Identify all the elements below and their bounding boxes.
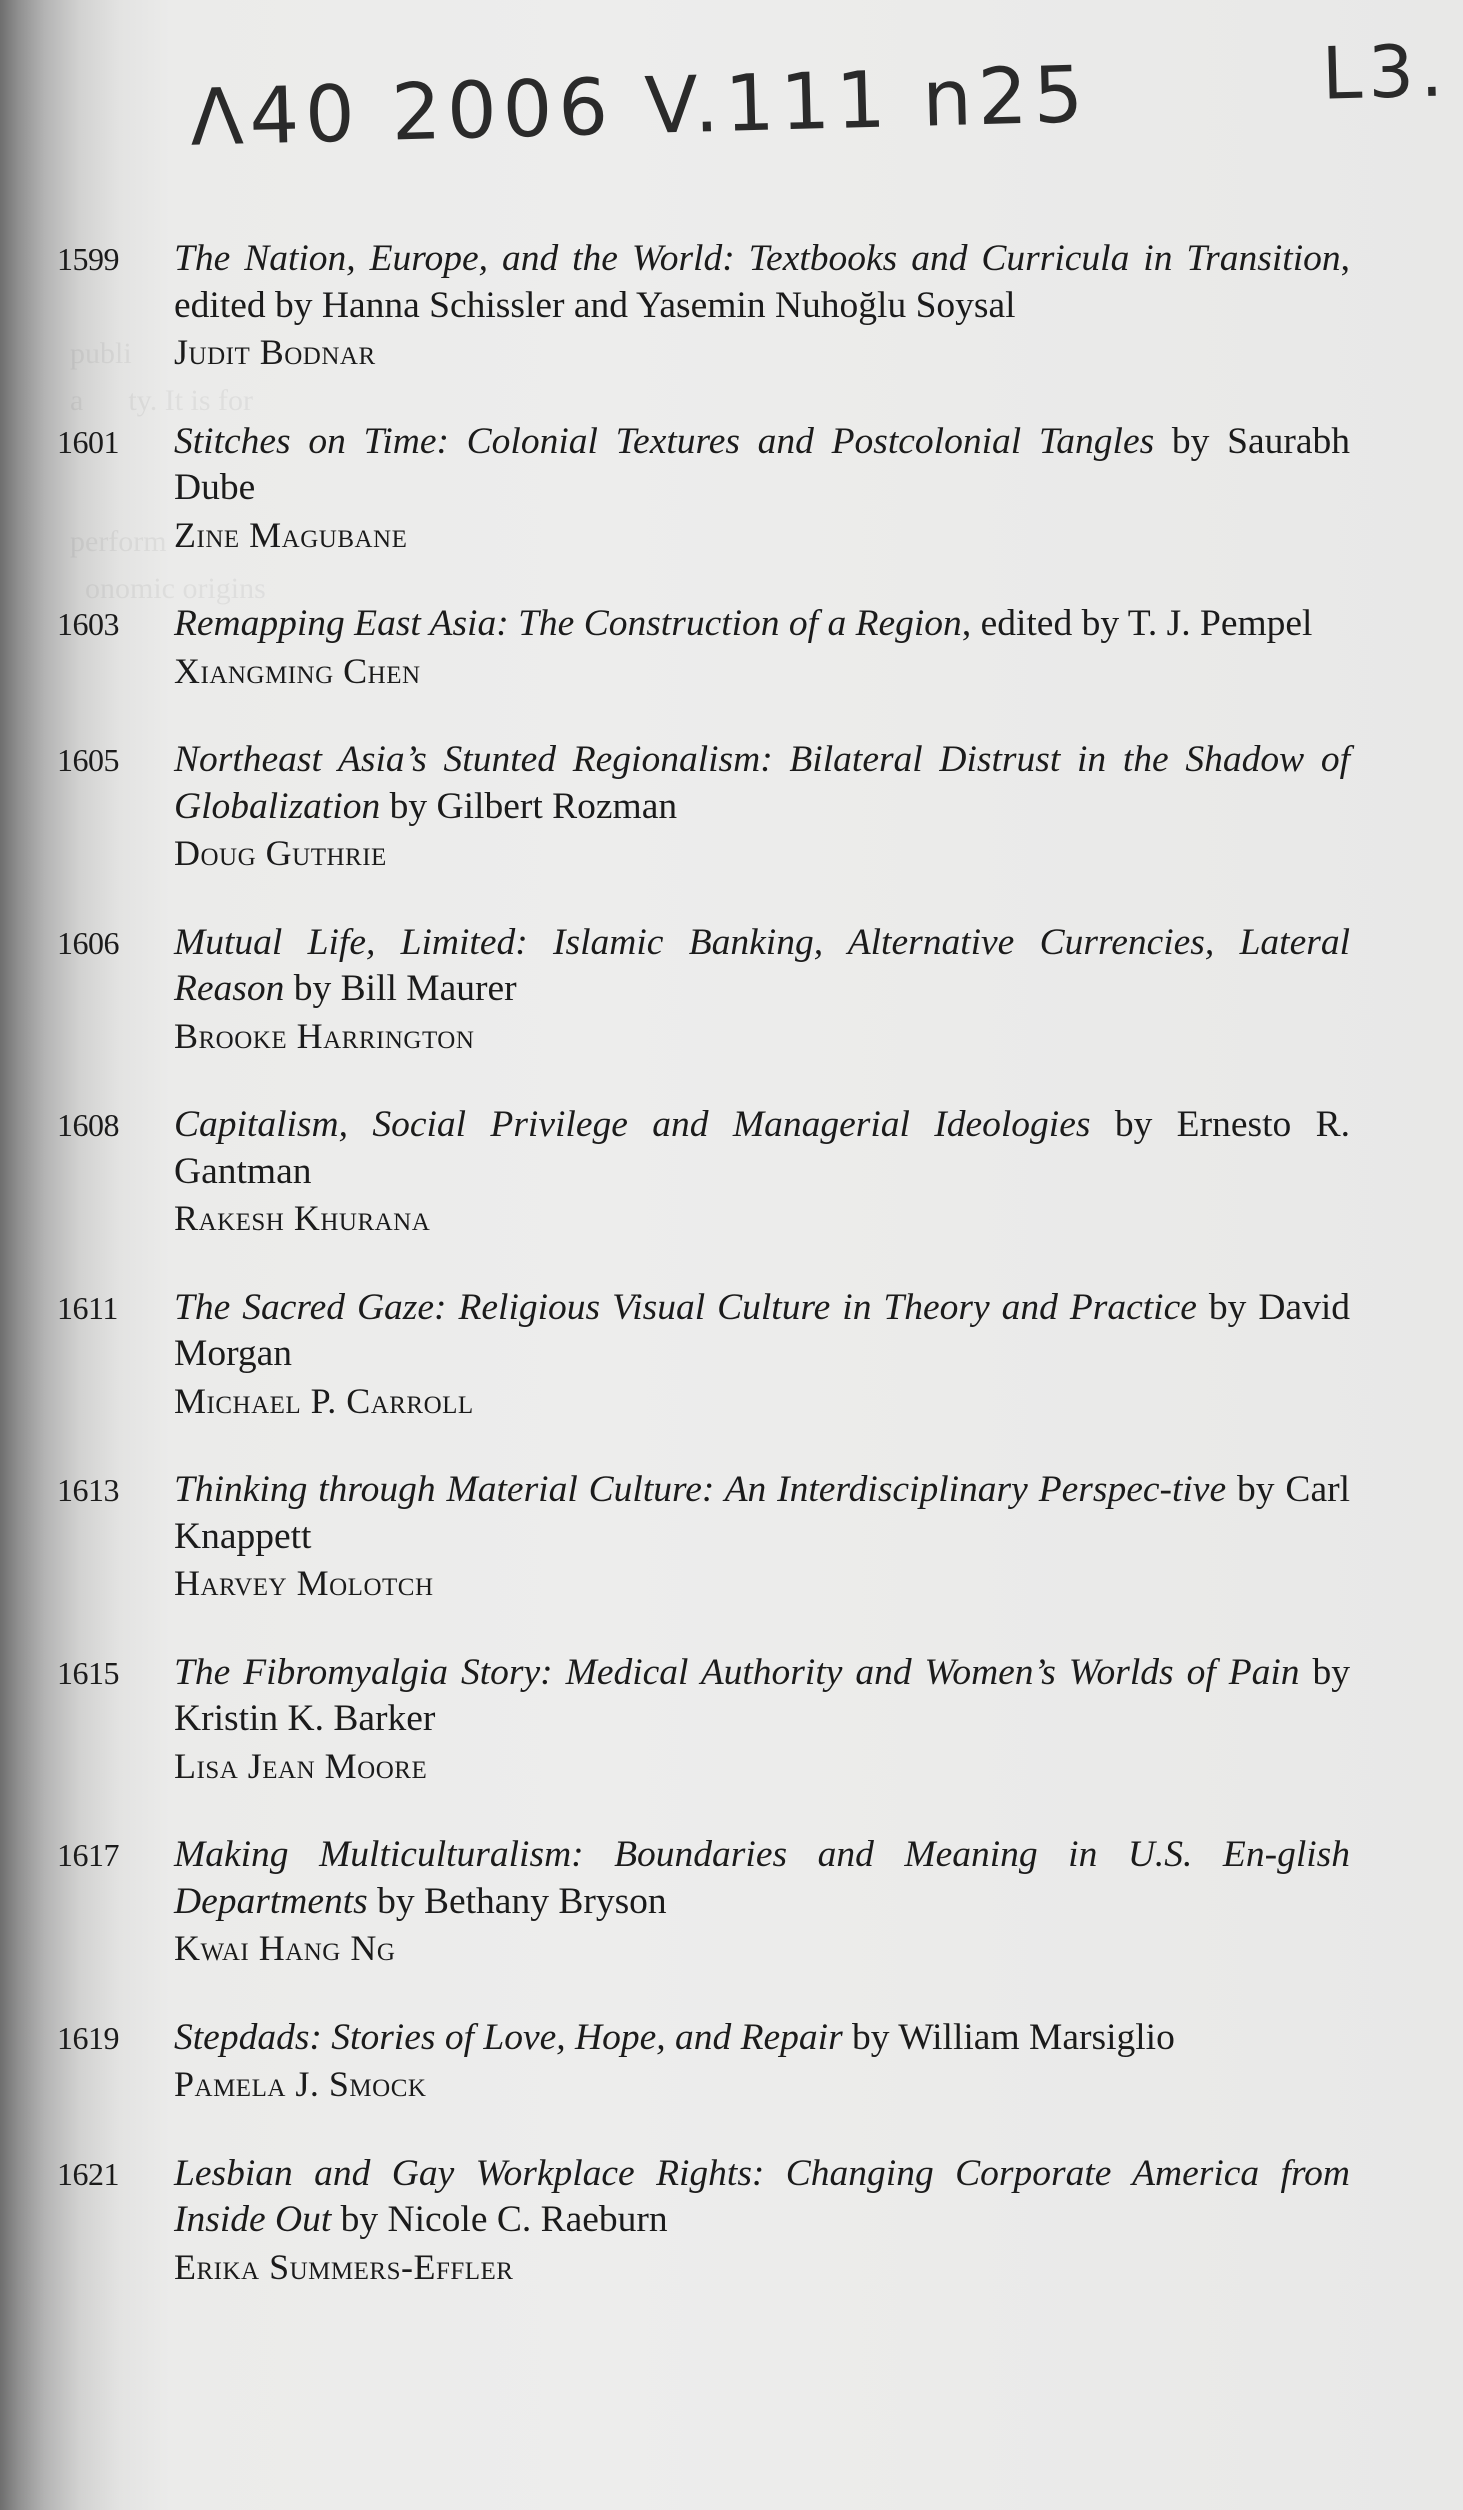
book-citation [174, 601, 1350, 648]
page-number: 1611 [57, 1289, 118, 1326]
page-number: 1603 [57, 606, 119, 642]
review-entry [0, 920, 1463, 1060]
book-byline: by Gilbert Rozman [380, 785, 678, 827]
book-title: The Nation, Europe, and the World: Textbooks and Curricula in Transition [174, 238, 1341, 279]
book-citation [174, 2015, 1350, 2062]
book-byline: , edited by T. J. Pempel [961, 603, 1313, 644]
review-entry [0, 236, 1463, 376]
book-byline: by Carl Knappett [174, 1469, 1350, 1557]
handwritten-note: Λ40 2006 V.111 n25 [188, 50, 1091, 164]
book-review-list [0, 236, 1463, 2333]
book-title: Stitches on Time: Colonial Textures and Postcolonial Tangles [174, 420, 1155, 462]
page-number: 1606 [57, 924, 119, 961]
page-number: 1599 [57, 241, 119, 277]
book-byline: , edited by Hanna Schissler and Yasemin Nuhoğlu Soysal [174, 238, 1350, 326]
book-byline: by Saurabh Dube [174, 420, 1350, 508]
page-number: 1615 [57, 1654, 119, 1691]
book-byline: by David Morgan [174, 1286, 1350, 1374]
page-number: 1608 [57, 1107, 119, 1143]
book-title: Capitalism, Social Privilege and Managerial Ideologies [174, 1104, 1091, 1145]
page-number: 1601 [57, 423, 119, 460]
book-byline: by Bill Maurer [284, 968, 517, 1009]
review-entry [0, 601, 1463, 694]
reviewer-name: Michael P. Carroll [174, 1380, 474, 1421]
reviewer-name: Xiangming Chen [174, 650, 421, 691]
review-entry [0, 1650, 1463, 1790]
book-title: Mutual Life, Limited: Islamic Banking, Alternative Currencies, Lateral Reason [174, 921, 1350, 1009]
review-entry [0, 1467, 1463, 1607]
bleed-through-texture: publi a ty. It is for perform onomic origins [70, 337, 266, 605]
book-citation [174, 1832, 1350, 1925]
book-title: The Fibromyalgia Story: Medical Authority and Women’s Worlds of Pain [174, 1651, 1300, 1693]
reviewer-name: Rakesh Khurana [174, 1198, 431, 1238]
page-number: 1617 [57, 1837, 119, 1873]
reviewer-name: Harvey Molotch [174, 1563, 434, 1603]
book-title: Making Multiculturalism: Boundaries and Meaning in U.S. En-glish Departments [174, 1834, 1350, 1922]
book-title: Remapping East Asia: The Construction of a Region [174, 603, 962, 644]
book-citation [174, 1285, 1350, 1378]
book-title: Stepdads: Stories of Love, Hope, and Repair [174, 2016, 843, 2058]
page-number: 1621 [57, 2155, 119, 2192]
reviewer-name: Pamela J. Smock [174, 2064, 427, 2104]
book-citation [174, 1467, 1350, 1560]
reviewer-name: Erika Summers-Effler [174, 2246, 514, 2287]
review-entry [0, 2151, 1463, 2291]
review-entry [0, 1102, 1463, 1242]
book-title: The Sacred Gaze: Religious Visual Culture in Theory and Practice [174, 1286, 1197, 1328]
book-byline: by William Marsiglio [842, 2016, 1175, 2058]
book-title: Thinking through Material Culture: An Interdisciplinary Perspec-tive [174, 1469, 1227, 1510]
page-number: 1605 [57, 742, 119, 778]
book-citation [174, 419, 1350, 512]
review-entry [0, 1285, 1463, 1425]
book-title: Northeast Asia’s Stunted Regionalism: Bilateral Distrust in the Shadow of Globalization [174, 739, 1350, 827]
review-entry [0, 737, 1463, 877]
page-number: 1619 [57, 2019, 119, 2056]
book-byline: by Nicole C. Raeburn [331, 2199, 668, 2240]
book-citation [174, 236, 1350, 329]
reviewer-name: Doug Guthrie [174, 833, 387, 873]
book-citation [174, 920, 1350, 1013]
reviewer-name: Judit Bodnar [174, 332, 376, 372]
book-title: Lesbian and Gay Workplace Rights: Changing Corporate America from Inside Out [174, 2152, 1350, 2240]
book-citation [174, 1102, 1350, 1195]
page-number: 1613 [57, 1472, 119, 1508]
book-citation [174, 1650, 1350, 1743]
book-citation [174, 2151, 1350, 2244]
review-entry [0, 1832, 1463, 1972]
review-entry [0, 419, 1463, 559]
reviewer-name: Zine Magubane [174, 514, 408, 555]
book-citation [174, 737, 1350, 830]
book-byline: by Kristin K. Barker [174, 1651, 1351, 1739]
reviewer-name: Lisa Jean Moore [174, 1745, 428, 1786]
handwritten-corner-mark: L3. [1320, 28, 1450, 116]
reviewer-name: Kwai Hang Ng [174, 1928, 396, 1968]
reviewer-name: Brooke Harrington [174, 1015, 475, 1056]
book-byline: by Bethany Bryson [367, 1880, 667, 1922]
book-byline: by Ernesto R. Gantman [174, 1104, 1350, 1192]
review-entry [0, 2015, 1463, 2108]
